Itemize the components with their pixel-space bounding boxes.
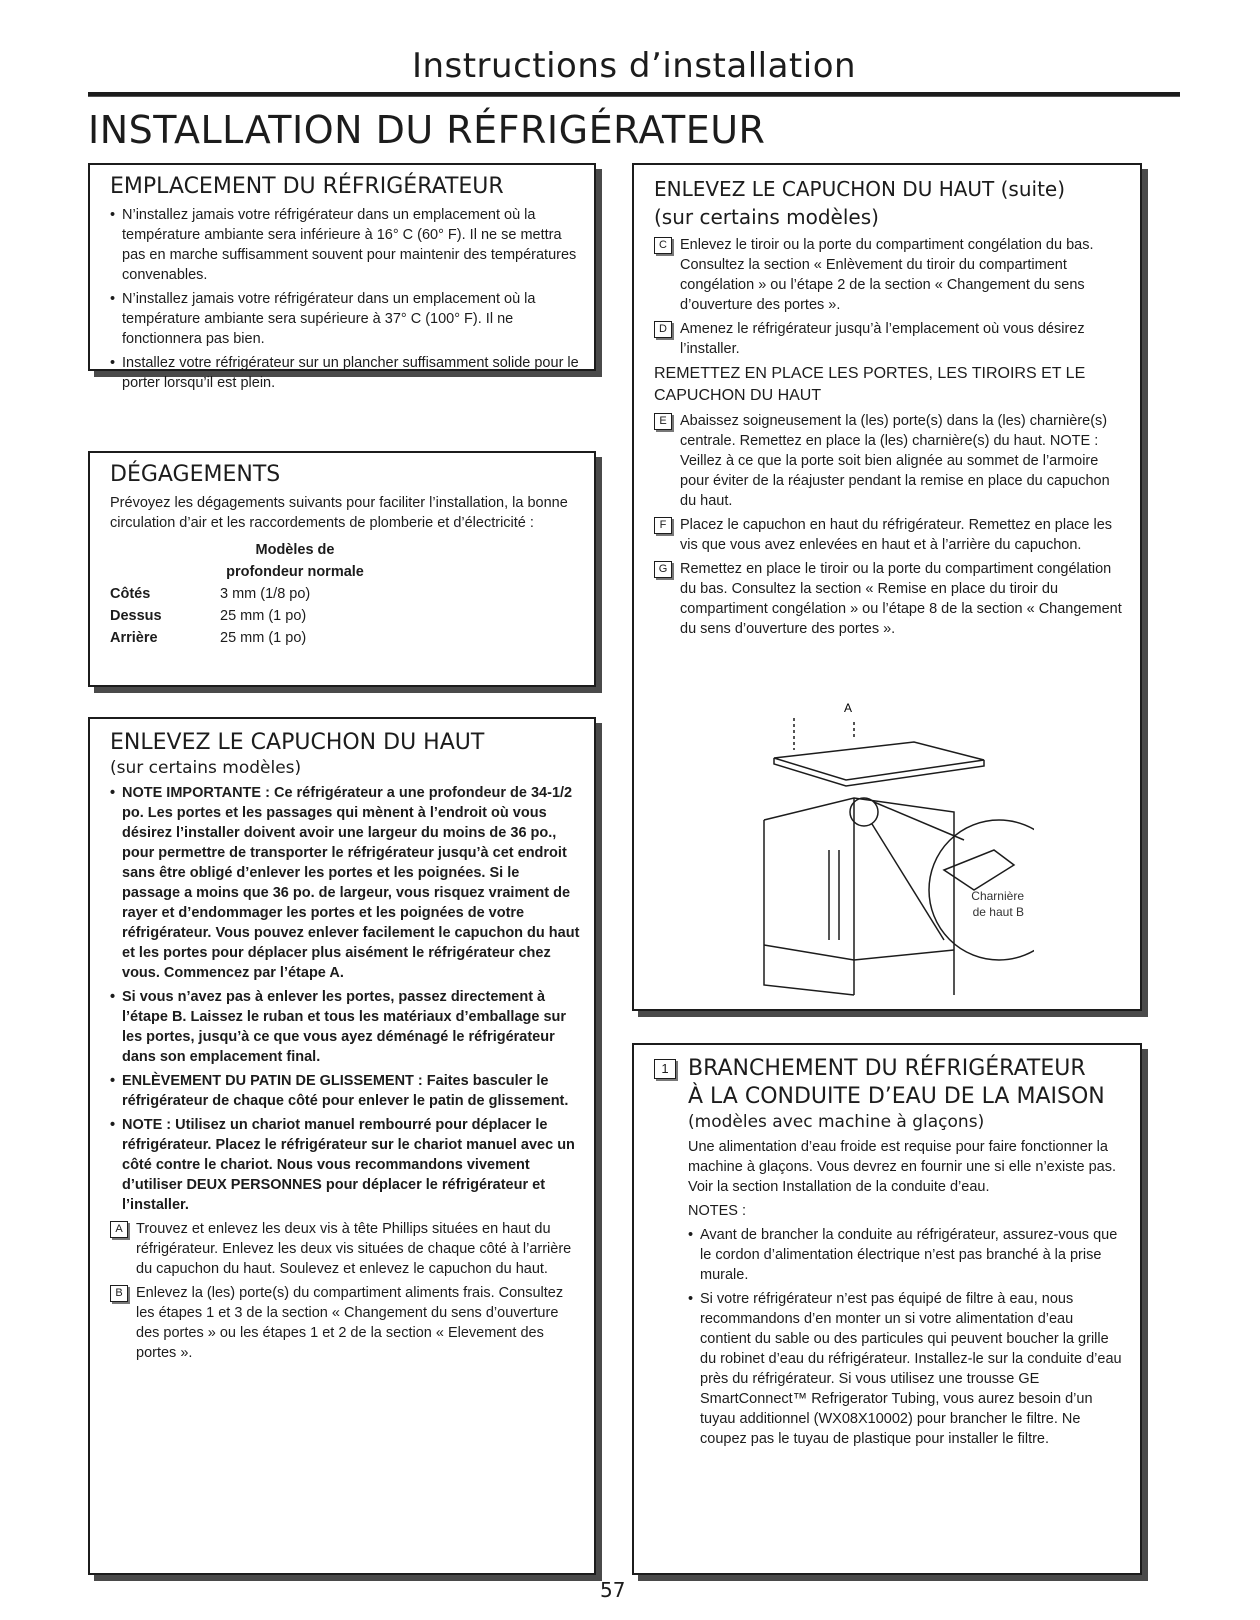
branchement-title-2: À LA CONDUITE D’EAU DE LA MAISON bbox=[688, 1084, 1105, 1109]
list-item: • Si vous n’avez pas à enlever les portes, passez directement à l’étape B. Laissez le ruban et tous les matériaux d’emballage sur les portes, jusqu’à ce que vous ayez déménagé le réfrigérateur dans son emplacement final. bbox=[110, 987, 580, 1067]
step-text: Placez le capuchon en haut du réfrigérateur. Remettez en place les vis que vous avez enlevées en haut et à l’arrière du capuchon. bbox=[680, 517, 1113, 553]
callout-leader-bottom bbox=[872, 824, 944, 940]
degagements-intro: Prévoyez les dégagements suivants pour faciliter l’installation, la bonne circulation d’air et les raccordements de plomberie et d’électricité : bbox=[110, 495, 568, 531]
capuchon-suite-subtitle: (sur certains modèles) bbox=[654, 205, 879, 229]
clearance-row bbox=[110, 605, 580, 627]
clearance-row bbox=[110, 583, 580, 605]
clearance-value: 25 mm (1 po) bbox=[220, 608, 307, 624]
step-text: Remettez en place le tiroir ou la porte du compartiment congélation du bas. Consultez la section « Remise en place du tiroir du compartiment congélation » ou l’étape 8 de la section « Changement du sens d’ouverture des portes ». bbox=[680, 561, 1122, 637]
cabinet-left-door bbox=[764, 820, 854, 995]
list-item: • Installez votre réfrigérateur sur un plancher suffisamment solide pour le porter lorsqu’il est plein. bbox=[110, 353, 580, 393]
step-f bbox=[654, 515, 1126, 555]
clearance-label: Dessus bbox=[110, 608, 162, 624]
step-letter: B bbox=[110, 1285, 128, 1302]
step-b bbox=[110, 1283, 580, 1363]
step-c bbox=[654, 235, 1126, 315]
cabinet-body bbox=[764, 798, 954, 995]
figure-label-hinge-1: Charnière bbox=[971, 889, 1024, 903]
step-number-badge: 1 bbox=[654, 1059, 676, 1079]
clearance-column-head: Modèles de profondeur normale bbox=[226, 542, 364, 580]
clearance-value: 3 mm (1/8 po) bbox=[220, 586, 311, 602]
page-number: 57 bbox=[600, 1578, 626, 1602]
degagements-box bbox=[88, 451, 596, 687]
capuchon-suite-box bbox=[632, 163, 1142, 1011]
step-d bbox=[654, 319, 1126, 359]
clearance-table bbox=[110, 539, 580, 649]
capuchon-suite-title: ENLEVEZ LE CAPUCHON DU HAUT (suite) bbox=[654, 177, 1066, 201]
list-item: • ENLÈVEMENT DU PATIN DE GLISSEMENT : Faites basculer le réfrigérateur de chaque côté pour enlever le patin de glissement. bbox=[110, 1071, 580, 1111]
branchement-subtitle: (modèles avec machine à glaçons) bbox=[688, 1112, 985, 1132]
capuchon-title: ENLEVEZ LE CAPUCHON DU HAUT bbox=[110, 730, 485, 755]
step-text: Enlevez la (les) porte(s) du compartiment aliments frais. Consultez les étapes 1 et 3 de la section « Changement du sens d’ouverture des portes » ou les étapes 1 et 2 de la section « Elevement des portes ». bbox=[136, 1285, 564, 1361]
list-item: • NOTE IMPORTANTE : Ce réfrigérateur a une profondeur de 34-1/2 po. Les portes et les passages qui mènent à l’endroit où vous désirez l’installer doivent avoir une largeur du moins de 36 po., pour permettre de transporter le réfrigérateur jusqu’à cet endroit sans être obligé d’enlever les portes et les poignées. Si le passage a moins que 36 po. de largeur, vous risquez vraiment de rayer et d’endommager les portes et les poignées de votre réfrigérateur. Vous pouvez enlever facilement le capuchon du haut et les portes pour déplacer plus aisément le réfrigérateur chez vous. Commencez par l’étape A. bbox=[110, 783, 580, 983]
list-item: • N’installez jamais votre réfrigérateur dans un emplacement où la température ambiante sera inférieure à 16° C (60° F). Il ne se mettra pas en marche suffisamment souvent pour maintenir des températures convenables. bbox=[110, 205, 580, 285]
step-text: Abaissez soigneusement la (les) porte(s) dans la (les) charnière(s) centrale. Remettez en place la (les) charnière(s) du haut. NOTE : Veillez à ce que la porte soit bien alignée au sommet de l’armoire pour éviter de la réajuster pendant la remise en place du capuchon du haut. bbox=[680, 413, 1110, 509]
step-letter: C bbox=[654, 237, 672, 254]
clearance-label: Arrière bbox=[110, 630, 158, 646]
step-letter: F bbox=[654, 517, 672, 534]
figure-label-a: A bbox=[844, 701, 853, 715]
notes-label: NOTES : bbox=[688, 1203, 747, 1219]
capuchon-box bbox=[88, 717, 596, 1575]
step-text: Amenez le réfrigérateur jusqu’à l’emplacement où vous désirez l’installer. bbox=[680, 321, 1085, 357]
step-g bbox=[654, 559, 1126, 639]
step-letter: A bbox=[110, 1221, 128, 1238]
list-item: • Si votre réfrigérateur n’est pas équipé de filtre à eau, nous recommandons d’en monter un si votre alimentation d’eau contient du sable ou des particules qui peuvent boucher la grille du robinet d’eau du réfrigérateur. Installez-le sur la conduite d’eau près du réfrigérateur. Si vous utilisez une trousse GE SmartConnect™ Refrigerator Tubing, vous aurez besoin d’un tuyau additionnel (WX08X10002) pour brancher le filtre. Ne coupez pas le tuyau de plastique pour installer le filtre. bbox=[688, 1289, 1126, 1449]
list-item: • NOTE : Utilisez un chariot manuel rembourré pour déplacer le réfrigérateur. Placez le réfrigérateur sur le chariot manuel avec un côté contre le chariot. Nous vous recommandons vivement d’utiliser DEUX PERSONNES pour déplacer le réfrigérateur et l’installer. bbox=[110, 1115, 580, 1215]
step-e bbox=[654, 411, 1126, 511]
step-letter: G bbox=[654, 561, 672, 578]
branchement-title-1: BRANCHEMENT DU RÉFRIGÉRATEUR bbox=[688, 1056, 1086, 1081]
step-text: Enlevez le tiroir ou la porte du compartiment congélation du bas. Consultez la section « Enlèvement du tiroir du compartiment congélation » ou l’étape 2 de la section « Changement du sens d’ouverture des portes ». bbox=[680, 237, 1094, 313]
figure-label-hinge-2: de haut B bbox=[972, 905, 1024, 919]
list-item: • Avant de brancher la conduite au réfrigérateur, assurez-vous que le cordon d’alimentation électrique n’est pas branché à la prise murale. bbox=[688, 1225, 1126, 1285]
refrigerator-diagram bbox=[734, 700, 1034, 1000]
step-text: Trouvez et enlevez les deux vis à tête Phillips situées en haut du réfrigérateur. Enlevez les deux vis situées de chaque côté à l’arrière du capuchon du haut. Soulevez et enlevez le capuchon du haut. bbox=[136, 1221, 572, 1277]
notes-list bbox=[688, 1225, 1126, 1449]
top-cap-edge bbox=[774, 758, 984, 786]
clearance-value: 25 mm (1 po) bbox=[220, 630, 307, 646]
degagements-title: DÉGAGEMENTS bbox=[110, 462, 281, 487]
emplacement-box bbox=[88, 163, 596, 391]
branchement-header bbox=[654, 1055, 1126, 1449]
step-letter: D bbox=[654, 321, 672, 338]
clearance-label: Côtés bbox=[110, 586, 151, 602]
remettez-subhead: REMETTEZ EN PLACE LES PORTES, LES TIROIRS ET LE CAPUCHON DU HAUT bbox=[654, 365, 1086, 404]
step-letter: E bbox=[654, 413, 672, 430]
emplacement-list bbox=[110, 205, 580, 393]
drawer-line bbox=[764, 945, 954, 960]
capuchon-subtitle: (sur certains modèles) bbox=[110, 758, 302, 778]
dashed-screw-line bbox=[794, 718, 854, 750]
header-rule bbox=[88, 92, 1180, 97]
emplacement-title: EMPLACEMENT DU RÉFRIGÉRATEUR bbox=[110, 174, 504, 199]
clearance-row bbox=[110, 627, 580, 649]
capuchon-list bbox=[110, 783, 580, 1215]
branchement-intro: Une alimentation d’eau froide est requise pour faire fonctionner la machine à glaçons. Vous devrez en fournir une si elle n’existe pas. Voir la section Installation de la conduite d’eau. bbox=[688, 1139, 1116, 1195]
page-title: INSTALLATION DU RÉFRIGÉRATEUR bbox=[88, 108, 766, 152]
step-a bbox=[110, 1219, 580, 1279]
branchement-box bbox=[632, 1043, 1142, 1575]
section-header: Instructions d’installation bbox=[411, 46, 857, 86]
list-item: • N’installez jamais votre réfrigérateur dans un emplacement où la température ambiante sera supérieure à 37° C (100° F). Il ne fonctionnera pas bien. bbox=[110, 289, 580, 349]
